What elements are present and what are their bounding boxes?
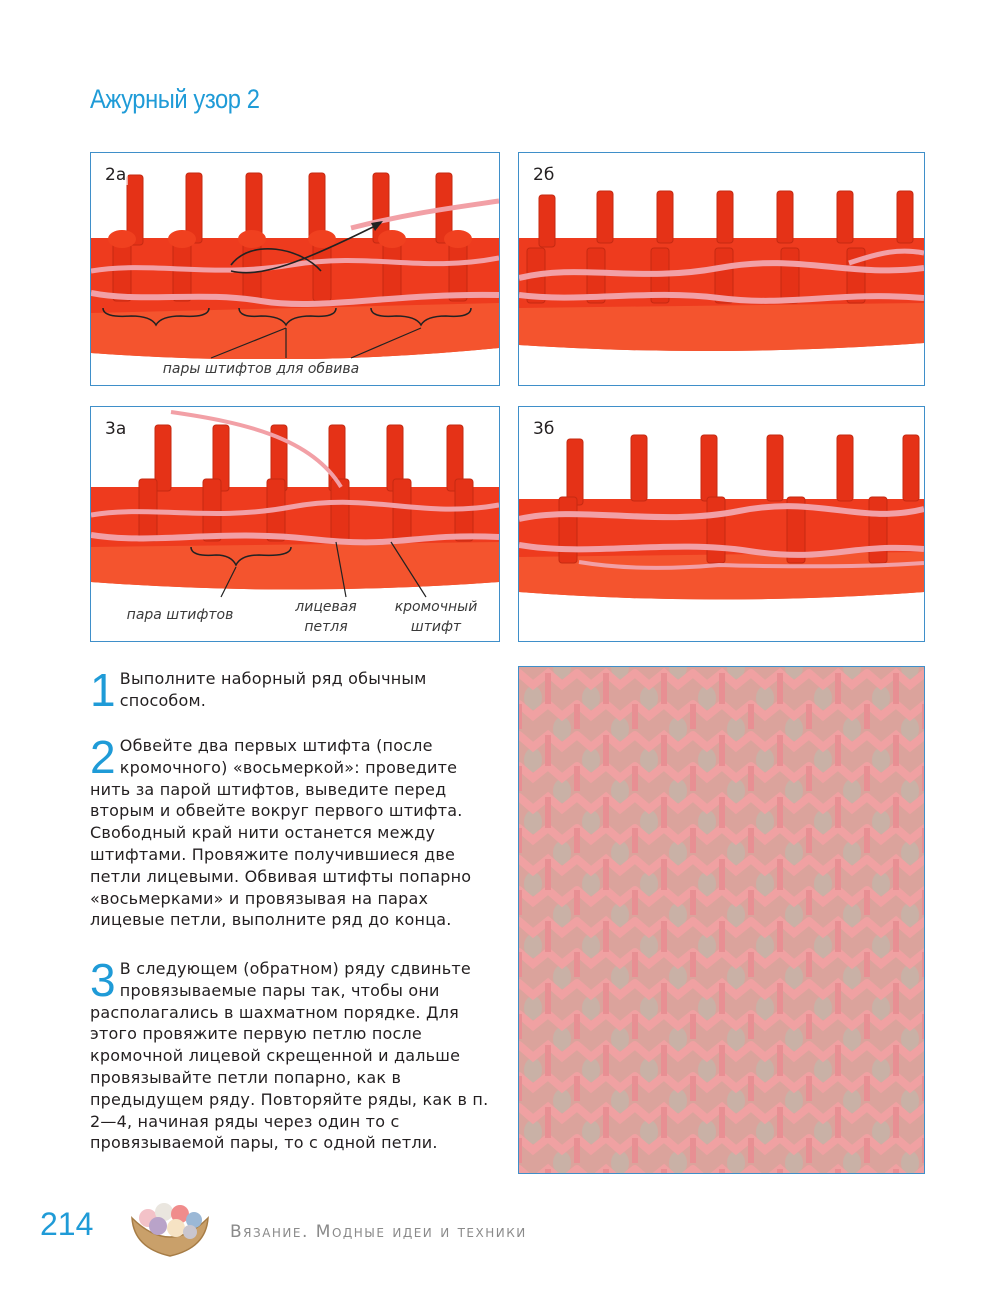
step-number: 1: [90, 664, 116, 716]
caption-line: лицевая: [295, 599, 357, 615]
step-text: В следующем (обратном) ряду сдвиньте провязываемые пары так, чтобы они располагались в шахматном порядке. Для этого провяжите первую петлю после кромочной лицевой скрещенной и дальше провязывайте петли попарно, как в предыдущем ряду. Повторяйте ряды, как в п. 2—4, начиная ряды через один то с провязываемой пары, то с одной петли.: [90, 959, 489, 1153]
loom-2a-illustration: [91, 153, 499, 385]
book-title-footer: Вязание. Модные идеи и техники: [230, 1222, 527, 1242]
loom-2b-illustration: [519, 153, 924, 385]
photo-label: 3а: [105, 419, 127, 439]
step-text: Выполните наборный ряд обычным способом.: [119, 669, 427, 710]
page-title: Ажурный узор 2: [90, 84, 260, 114]
step-3: [90, 954, 490, 1154]
caption-line: петля: [304, 619, 348, 635]
photo-caption: пары штифтов для обвива: [151, 359, 371, 379]
loom-3b-illustration: [519, 407, 924, 641]
caption-edge-pin: [381, 597, 491, 637]
step-text: Обвейте два первых штифта (после кромочного) «восьмеркой»: проведите нить за парой штифтов, выведите перед вторым и обвейте вокруг первого штифта. Свободный край нити останется между штифтами. Провяжите получившиеся две петли лицевыми. Обвивая штифты попарно «восьмерками» и провязывая на парах лицевые петли, выполните ряд до конца.: [90, 736, 472, 930]
caption-line: штифт: [410, 619, 462, 635]
yarn-basket-icon: [128, 1196, 212, 1258]
photo-2b: [518, 152, 925, 386]
step-2: [90, 731, 490, 931]
step-1: [90, 664, 490, 716]
page-number: 214: [40, 1206, 94, 1242]
lace-swatch-illustration: [519, 667, 924, 1173]
lace-swatch-photo: [518, 666, 925, 1174]
caption-pin-pair: пара штифтов: [126, 607, 234, 623]
step-number: 2: [90, 731, 116, 783]
photo-2a: [90, 152, 500, 386]
photo-3a: [90, 406, 500, 642]
photo-label: 3б: [533, 419, 555, 439]
photo-3b: [518, 406, 925, 642]
photo-label: 2а: [105, 165, 127, 185]
step-number: 3: [90, 954, 116, 1006]
photo-label: 2б: [533, 165, 555, 185]
caption-line: кромочный: [394, 599, 478, 615]
caption-knit-loop: [281, 597, 371, 637]
